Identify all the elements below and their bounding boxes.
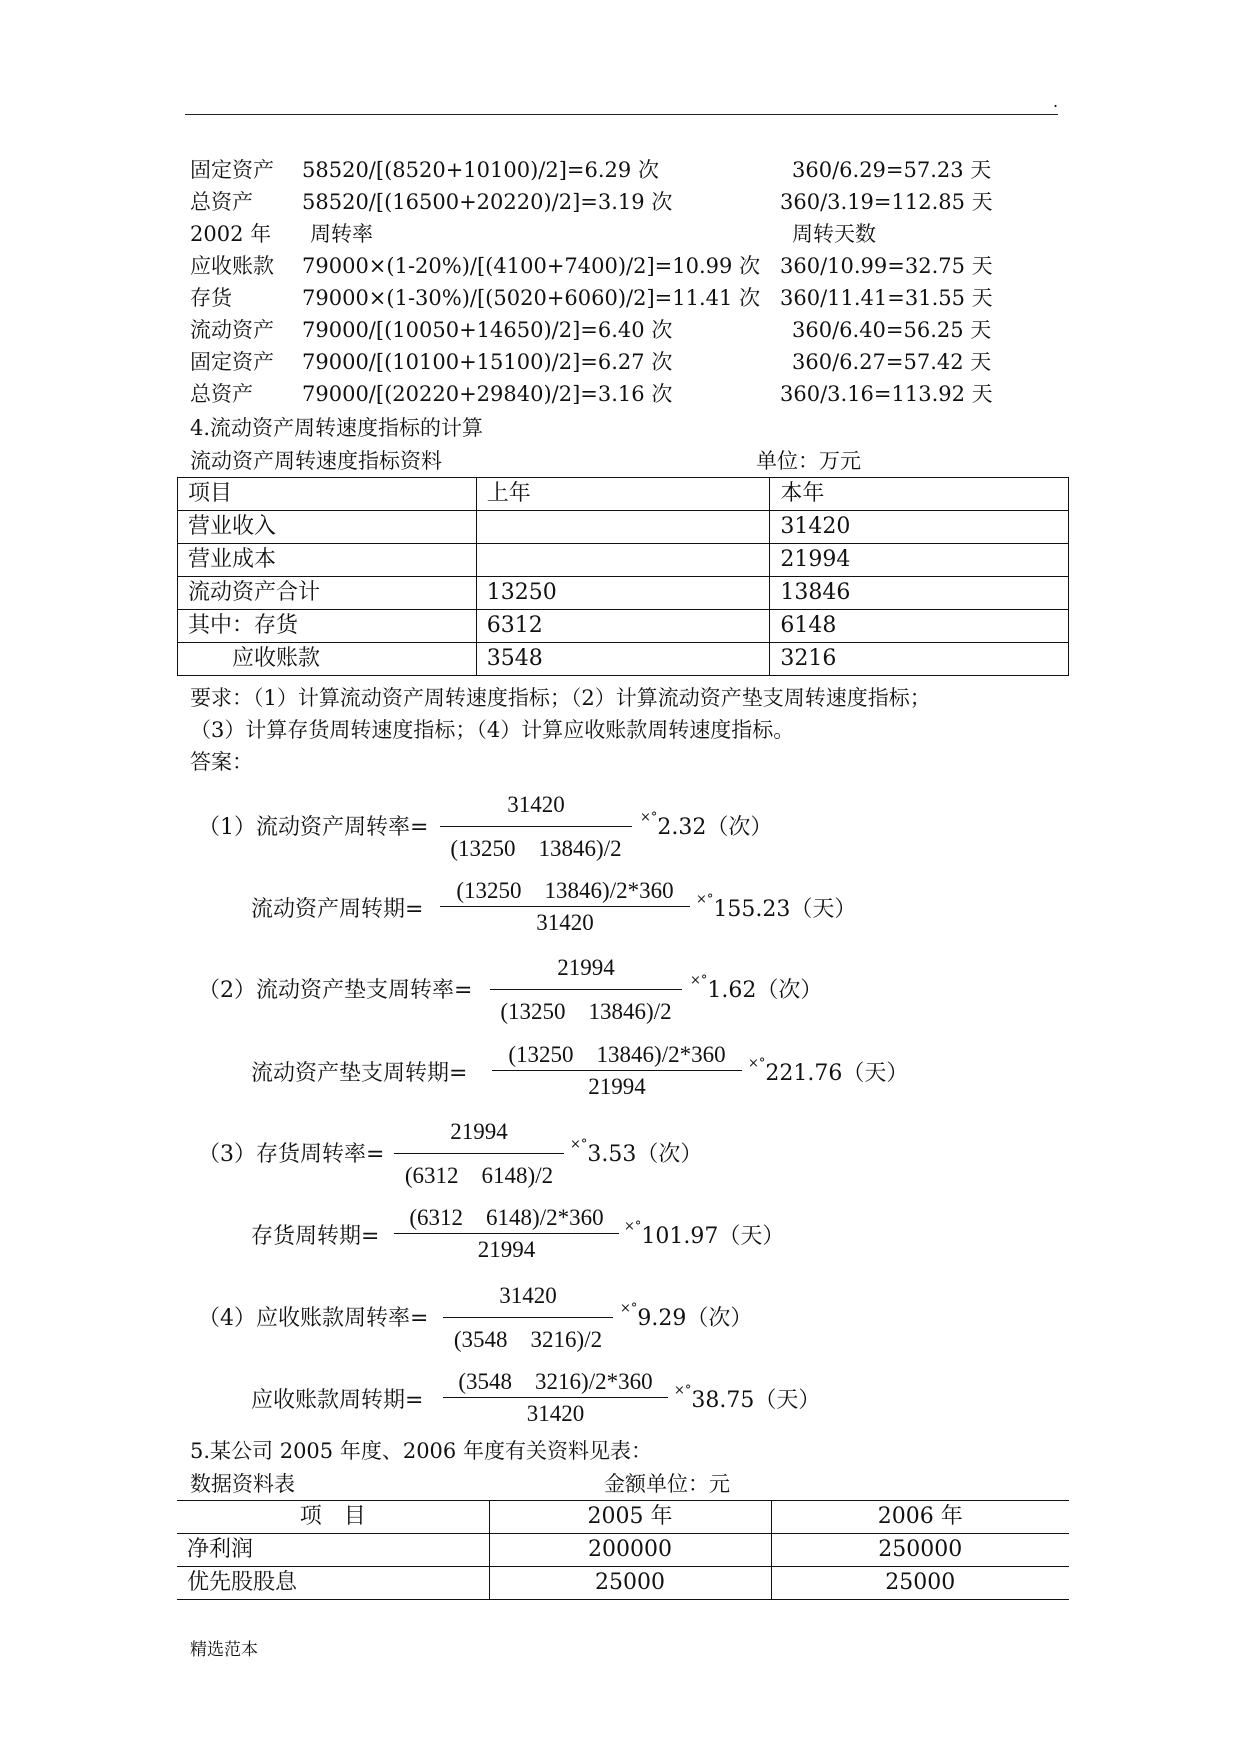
numerator: 21994 [450,1119,508,1144]
table-cell: 其中：存货 [178,610,477,643]
approx-symbol: ×° [570,1137,588,1152]
table-cell: 3548 [476,643,770,676]
table-header-cell: 2005 年 [489,1501,771,1534]
approx-symbol: ×° [620,1301,638,1316]
row-formula: 79000/[(20220+29840)/2]=3.16 次 [302,382,673,406]
formula-result: ×°221.76（天） [748,1056,909,1086]
table-cell: 13846 [770,577,1069,610]
row-label: 固定资产 [190,350,274,374]
fraction [394,1199,619,1269]
formula-label: 应收账款周转期= [251,1388,424,1413]
fraction-bar [394,1233,619,1234]
row-label: 流动资产 [190,318,274,342]
row-days: 360/6.29=57.23 天 [792,158,992,182]
row-days: 360/6.27=57.42 天 [792,350,992,374]
row-label: 固定资产 [190,158,274,182]
answer-label: 答案： [190,750,253,774]
section4-table-title: 流动资产周转速度指标资料 [190,449,442,473]
approx-symbol: ×° [674,1383,692,1398]
fraction-bar [443,1317,613,1318]
formula-result: ×°9.29（次） [620,1301,753,1331]
table-cell: 21994 [770,544,1069,577]
numerator: 31420 [507,792,565,817]
denominator: (3548 3216)/2 [453,1327,603,1352]
section5-table-title: 数据资料表 [190,1472,295,1496]
page-footer: 精选范本 [190,1640,258,1660]
row-days: 周转天数 [792,222,876,246]
formula-result: ×°38.75（天） [674,1383,821,1413]
approx-symbol: ×° [690,973,708,988]
formula-label: （1）流动资产周转率= [198,815,429,840]
formula-result: ×°3.53（次） [570,1137,703,1167]
fraction [492,1036,742,1106]
table-cell: 200000 [489,1534,771,1567]
row-formula: 58520/[(8520+10100)/2]=6.29 次 [302,158,659,182]
numerator: 31420 [499,1283,557,1308]
table-row [178,577,1069,610]
fraction-bar [440,826,632,827]
fraction [443,1363,668,1433]
numerator: (13250 13846)/2*360 [508,1042,726,1067]
fraction [490,955,682,1025]
table-header-cell: 项目 [178,478,477,511]
table-header-cell: 上年 [476,478,770,511]
table-cell: 25000 [489,1567,771,1600]
table-cell: 25000 [771,1567,1069,1600]
table-cell [476,544,770,577]
requirement-line-2: （3）计算存货周转速度指标；（4）计算应收账款周转速度指标。 [190,718,795,742]
formula-result: ×°2.32（次） [640,810,773,840]
numerator: (6312 6148)/2*360 [409,1205,604,1230]
row-label: 总资产 [190,190,253,214]
row-formula: 79000×(1-30%)/[(5020+6060)/2]=11.41 次 [302,286,761,310]
table-header-row [178,478,1069,511]
section5-table [177,1500,1069,1600]
table-cell: 优先股股息 [177,1567,489,1600]
section4-table [177,477,1069,676]
fraction [440,792,632,862]
table-cell: 31420 [770,511,1069,544]
denominator: (13250 13846)/2 [450,836,622,861]
table-cell: 应收账款 [178,643,477,676]
formula-label: （4）应收账款周转率= [198,1306,429,1331]
formula-result: ×°155.23（天） [696,892,857,922]
table-cell: 净利润 [177,1534,489,1567]
table-row [177,1567,1069,1600]
denominator: 31420 [536,910,594,935]
table-header-cell: 本年 [770,478,1069,511]
table-cell: 营业成本 [178,544,477,577]
table-cell [476,511,770,544]
approx-symbol: ×° [696,892,714,907]
fraction [440,872,690,942]
numerator: 21994 [557,955,615,980]
section5-unit: 金额单位：元 [604,1472,730,1496]
fraction-bar [443,1397,668,1398]
fraction [443,1283,613,1353]
row-label: 2002 年 [190,222,272,246]
denominator: (13250 13846)/2 [500,999,672,1024]
table-cell: 3216 [770,643,1069,676]
table-header-cell: 2006 年 [771,1501,1069,1534]
table-row [178,511,1069,544]
formula-label: （2）流动资产垫支周转率= [198,978,473,1003]
approx-symbol: ×° [640,810,658,825]
formula-label: 存货周转期= [251,1224,380,1249]
row-formula: 79000×(1-20%)/[(4100+7400)/2]=10.99 次 [302,254,761,278]
row-formula: 79000/[(10050+14650)/2]=6.40 次 [302,318,673,342]
denominator: 21994 [477,1237,536,1262]
table-cell: 6312 [476,610,770,643]
row-label: 总资产 [190,382,253,406]
table-header-cell: 项 目 [177,1501,489,1534]
row-days: 360/11.41=31.55 天 [780,286,993,310]
table-header-row [177,1501,1069,1534]
table-row [178,643,1069,676]
row-label: 应收账款 [190,254,274,278]
fraction-bar [394,1153,564,1154]
formula-label: （3）存货周转率= [198,1142,385,1167]
denominator: 31420 [526,1401,585,1426]
requirement-line-1: 要求：（1）计算流动资产周转速度指标；（2）计算流动资产垫支周转速度指标； [190,686,931,710]
row-days: 360/3.16=113.92 天 [780,382,993,406]
denominator: (6312 6148)/2 [404,1163,554,1188]
fraction-bar [492,1070,742,1071]
row-formula: 58520/[(16500+20220)/2]=3.19 次 [302,190,673,214]
section4-title: 4.流动资产周转速度指标的计算 [190,416,484,440]
fraction-bar [440,906,690,907]
denominator: 21994 [588,1074,646,1099]
table-cell: 13250 [476,577,770,610]
table-cell: 营业收入 [178,511,477,544]
header-dot: . [1053,92,1059,111]
row-days: 360/10.99=32.75 天 [780,254,993,278]
table-cell: 流动资产合计 [178,577,477,610]
row-formula: 79000/[(10100+15100)/2]=6.27 次 [302,350,673,374]
formula-result: ×°101.97（天） [624,1219,785,1249]
table-row [178,610,1069,643]
approx-symbol: ×° [748,1056,766,1071]
numerator: (13250 13846)/2*360 [456,878,674,903]
row-days: 360/3.19=112.85 天 [780,190,993,214]
fraction [394,1119,564,1189]
table-cell: 250000 [771,1534,1069,1567]
header-rule [185,114,1058,115]
row-label: 存货 [190,286,232,310]
numerator: (3548 3216)/2*360 [458,1369,653,1394]
table-row [177,1534,1069,1567]
fraction-bar [490,989,682,990]
formula-label: 流动资产垫支周转期= [251,1061,468,1086]
row-formula: 周转率 [310,222,373,246]
table-row [178,544,1069,577]
approx-symbol: ×° [624,1219,642,1234]
section5-title: 5.某公司 2005 年度、2006 年度有关资料见表： [190,1439,652,1463]
table-cell: 6148 [770,610,1069,643]
formula-result: ×°1.62（次） [690,973,823,1003]
row-days: 360/6.40=56.25 天 [792,318,992,342]
section4-unit: 单位：万元 [756,449,861,473]
formula-label: 流动资产周转期= [251,897,424,922]
